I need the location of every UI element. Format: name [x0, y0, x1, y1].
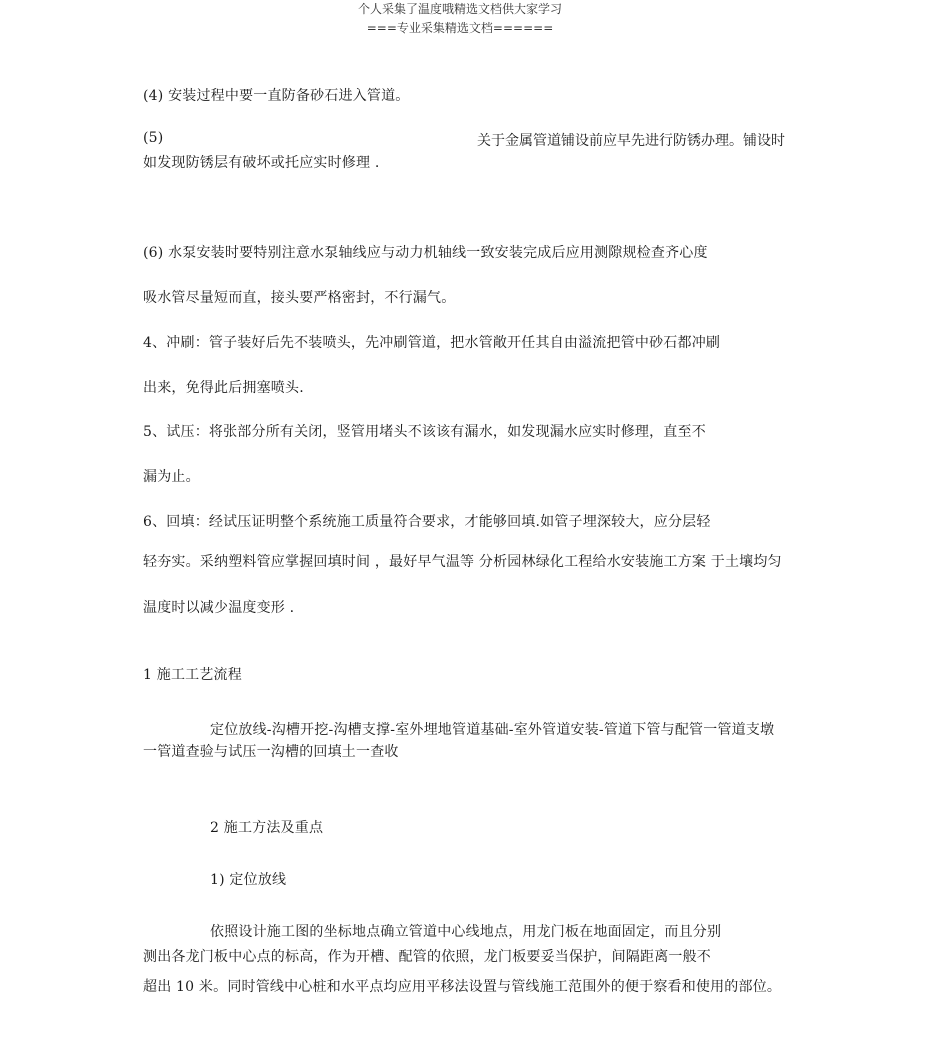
paragraph-5-continuation: 如发现防锈层有破坏或托应实时修理 .: [143, 155, 380, 171]
section-6-line-2: 轻夯实。采纳塑料管应掌握回填时间 ，最好早气温等 分析园林绿化工程给水安装施工方案 于土壤均匀: [143, 554, 782, 570]
section-6-line-3: 温度时以减少温度变形 .: [143, 600, 295, 616]
paragraph-5-text: 关于金属管道铺设前应早先进行防锈办理。铺设时: [477, 133, 785, 149]
subheading-2-1: 1) 定位放线: [210, 872, 287, 888]
body-line-3: 超出 10 米。同时管线中心桩和水平点均应用平移法设置与管线施工范围外的便于察看和使用的部位。: [143, 979, 782, 995]
heading-2: 2 施工方法及重点: [210, 820, 324, 836]
section-4-line-2: 出来，免得此后拥塞喷头.: [143, 380, 304, 396]
header-line-1: 个人采集了温度哦精选文档供大家学习: [357, 2, 562, 16]
section-5-line-1: 5、试压：将张部分所有关闭，竖管用堵头不该该有漏水，如发现漏水应实时修理，直至不: [143, 424, 706, 440]
paragraph-6: (6) 水泵安装时要特别注意水泵轴线应与动力机轴线一致安装完成后应用测隙规检查齐心度: [143, 245, 708, 261]
paragraph-4: (4) 安装过程中要一直防备砂石进入管道。: [143, 88, 410, 104]
heading-1: 1 施工工艺流程: [143, 667, 242, 683]
paragraph-5-number: (5): [143, 130, 164, 146]
flow-line-1: 定位放线-沟槽开挖-沟槽支撑-室外埋地管道基础-室外管道安装-管道下管与配管一管道支墩: [210, 722, 775, 738]
paragraph-6b: 吸水管尽量短而直，接头要严格密封，不行漏气。: [143, 290, 456, 306]
section-4-line-1: 4、冲刷：管子装好后先不装喷头，先冲刷管道，把水管敞开任其自由溢流把管中砂石都冲刷: [143, 335, 721, 351]
body-line-1: 依照设计施工图的坐标地点确立管道中心线地点，用龙门板在地面固定，而且分别: [210, 924, 722, 940]
section-6-line-1: 6、回填：经试压证明整个系统施工质量符合要求，才能够回填.如管子埋深较大，应分层轻: [143, 514, 711, 530]
flow-line-2: 一管道查验与试压一沟槽的回填土一查收: [143, 744, 399, 760]
header-line-2: ===专业采集精选文档======: [366, 21, 554, 35]
section-5-line-2: 漏为止。: [143, 469, 200, 485]
body-line-2: 测出各龙门板中心点的标高，作为开槽、配管的依照，龙门板要妥当保护，间隔距离一般不: [143, 949, 711, 965]
